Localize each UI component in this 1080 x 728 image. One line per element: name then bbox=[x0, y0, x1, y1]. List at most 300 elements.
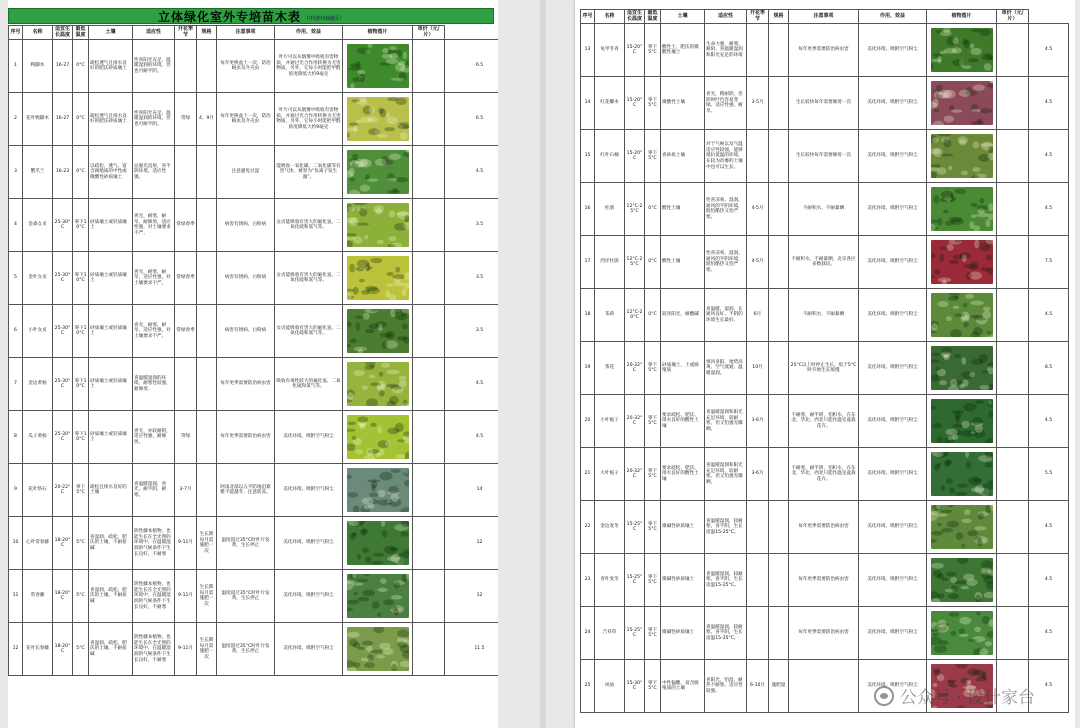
plant-photo bbox=[347, 150, 409, 194]
plant-table-right bbox=[580, 9, 1069, 713]
precautions: 不耐积水，不耐暴晒 bbox=[789, 183, 859, 236]
specification bbox=[769, 554, 789, 607]
column-header: 植物图片 bbox=[927, 10, 997, 24]
flowering-season: 常绿春季 bbox=[175, 305, 197, 358]
suitable-temperature: 25-30°C bbox=[53, 252, 73, 305]
left-document-page bbox=[8, 0, 498, 728]
plant-photo bbox=[347, 362, 409, 406]
adaptability: 喜温暖湿润，喜光，耐半阴，耐寒。 bbox=[133, 464, 175, 517]
plant-image-cell bbox=[343, 517, 413, 570]
plant-image-cell bbox=[343, 252, 413, 305]
unit-price: 4.5 bbox=[1029, 130, 1069, 183]
row-number: 5 bbox=[9, 252, 23, 305]
adaptability: 喜光，耐寒，耐旱，耐修剪，适应性强，对土壤要求不严。 bbox=[133, 199, 175, 252]
precautions: 每年更季需要防治病虫害 bbox=[789, 554, 859, 607]
vertical-scrollbar[interactable] bbox=[540, 0, 546, 728]
specification bbox=[197, 411, 217, 464]
unit-price: 6.5 bbox=[445, 40, 499, 93]
spacer-cell bbox=[413, 93, 445, 146]
soil-type: 微碱性砂质壤土 bbox=[661, 501, 705, 554]
unit-price: 3.5 bbox=[445, 305, 499, 358]
right-document-page bbox=[575, 0, 1075, 728]
minimum-temperature: 5°C bbox=[73, 517, 89, 570]
precautions: 病害有锈病、白粉病 bbox=[217, 252, 275, 305]
precautions: 每年更换盆土一次，防治蚜虫及介壳虫 bbox=[217, 93, 275, 146]
flowering-season: 3-7月 bbox=[175, 464, 197, 517]
row-number: 14 bbox=[581, 77, 595, 130]
table-row bbox=[9, 517, 499, 570]
column-header: 注意事项 bbox=[789, 10, 859, 24]
plant-name: 常春藤 bbox=[23, 570, 53, 623]
precautions: 病害有锈病、白粉病 bbox=[217, 305, 275, 358]
plant-photo bbox=[347, 415, 409, 459]
specification: 生长期每月需施肥一次 bbox=[197, 623, 217, 676]
soil-type: 微酸性土壤 bbox=[661, 77, 705, 130]
precautions: 生长较快每年需要修剪一次 bbox=[789, 77, 859, 130]
soil-type: 微碱性砂质壤土 bbox=[661, 607, 705, 660]
suitable-temperature: 15-20°C bbox=[625, 24, 645, 77]
column-header: 规格 bbox=[197, 26, 217, 40]
plant-name: 金叶女贞 bbox=[23, 252, 53, 305]
row-number: 24 bbox=[581, 607, 595, 660]
plant-table-left bbox=[8, 25, 498, 676]
row-number: 17 bbox=[581, 236, 595, 289]
soil-type: 砂质壤土或轻质壤土 bbox=[89, 199, 133, 252]
flowering-season bbox=[747, 607, 769, 660]
plant-image-cell bbox=[343, 93, 413, 146]
plant-name: 金边麦冬 bbox=[595, 501, 625, 554]
flowering-season: 常绿春季 bbox=[175, 252, 197, 305]
precautions: 每年更换盆土一次，防治蚜虫及介壳虫 bbox=[217, 40, 275, 93]
precautions: 每年更季需要防治病虫害 bbox=[789, 607, 859, 660]
adaptability: 阴性藤本植物，也能生长在全光照的环境中，在温暖湿润的气候条件下生长良好，不耐寒 bbox=[133, 517, 175, 570]
flowering-season bbox=[175, 146, 197, 199]
plant-photo bbox=[931, 293, 993, 337]
precautions bbox=[789, 660, 859, 713]
precautions: 不耐寒，耐半阴，怕积水，在东北、华北、西北只能作温室盆栽花卉。 bbox=[789, 395, 859, 448]
plant-name: 茶花 bbox=[595, 342, 625, 395]
function-benefit: 吸收有毒性较大的氟化氢、二氧化硫和氯气等。 bbox=[275, 358, 343, 411]
adaptability: 喜温暖湿润，较耐寒，喜半阴，生长适温15-25°C。 bbox=[705, 607, 747, 660]
spacer-cell bbox=[413, 517, 445, 570]
minimum-temperature: 零下5°C bbox=[645, 77, 661, 130]
table-row bbox=[9, 570, 499, 623]
specification: 4、9月 bbox=[197, 93, 217, 146]
flowering-season bbox=[747, 501, 769, 554]
soil-type: 疏松且排水良好的土壤 bbox=[89, 464, 133, 517]
flowering-season: 9-11月 bbox=[175, 570, 197, 623]
row-number: 20 bbox=[581, 395, 595, 448]
plant-name: 花叶长春藤 bbox=[23, 623, 53, 676]
specification bbox=[769, 607, 789, 660]
soil-type: 砂质壤土或轻质壤土 bbox=[89, 252, 133, 305]
soil-type: 中性偏酸、富含腐殖质的土壤 bbox=[661, 660, 705, 713]
table-row bbox=[9, 358, 499, 411]
function-benefit: 美化环境、吸附空气粉尘 bbox=[275, 464, 343, 517]
minimum-temperature: 零下5°C bbox=[645, 607, 661, 660]
adaptability: 喜温暖湿润和阳光充足环境，较耐寒，但又怕强光曝晒。 bbox=[705, 395, 747, 448]
spacer-cell bbox=[997, 289, 1029, 342]
column-header: 名称 bbox=[595, 10, 625, 24]
precautions: 注意避免过湿 bbox=[217, 146, 275, 199]
plant-name: 杜鹃 bbox=[595, 183, 625, 236]
spacer-cell bbox=[997, 554, 1029, 607]
function-benefit: 美化环境、吸附空气粉尘 bbox=[859, 24, 927, 77]
plant-image-cell bbox=[927, 501, 997, 554]
plant-name: 瓜子黄杨 bbox=[23, 411, 53, 464]
table-row bbox=[9, 623, 499, 676]
suitable-temperature: 25-30°C bbox=[53, 358, 73, 411]
adaptability: 性喜凉爽、湿润、通风的半阴环境，既怕酷热又怕严寒。 bbox=[705, 183, 747, 236]
function-benefit: 美化环境、吸附空气粉尘 bbox=[275, 570, 343, 623]
plant-image-cell bbox=[927, 554, 997, 607]
suitable-temperature: 18-20°C bbox=[53, 623, 73, 676]
suitable-temperature: 12°C-25°C bbox=[625, 236, 645, 289]
plant-photo bbox=[931, 399, 993, 443]
function-benefit: 美化环境、吸附空气粉尘 bbox=[859, 554, 927, 607]
unit-price: 8.5 bbox=[1029, 342, 1069, 395]
flowering-season bbox=[747, 130, 769, 183]
function-benefit: 叶片可以从烟雾中吸收有害物质，并通过光合作用转换为无害物质，另外，它每小时能把甲醛浓度降低大约9毫克 bbox=[275, 40, 343, 93]
function-benefit: 能吸收一氧化碳、二氧化碳等有害气体，被誉为“负离子发生器”。 bbox=[275, 146, 343, 199]
soil-type: 微碱性砂质壤土 bbox=[661, 554, 705, 607]
plant-name: 吉祥草 bbox=[595, 607, 625, 660]
plant-photo bbox=[347, 574, 409, 618]
unit-price: 3.5 bbox=[445, 252, 499, 305]
adaptability: 喜光，耐寒，耐旱，适应性强，对土壤要求不严。 bbox=[133, 305, 175, 358]
table-row bbox=[581, 501, 1069, 554]
specification bbox=[197, 358, 217, 411]
watermark bbox=[874, 683, 1035, 708]
table-row bbox=[9, 93, 499, 146]
table-row bbox=[581, 77, 1069, 130]
plant-image-cell bbox=[343, 411, 413, 464]
plant-photo bbox=[347, 468, 409, 512]
plant-image-cell bbox=[927, 607, 997, 660]
column-header: 注意事项 bbox=[217, 26, 275, 40]
minimum-temperature: 零下5°C bbox=[645, 395, 661, 448]
minimum-temperature: 0°C bbox=[73, 146, 89, 199]
function-benefit: 美化环境、吸附空气粉尘 bbox=[859, 660, 927, 713]
table-row bbox=[581, 289, 1069, 342]
row-number: 2 bbox=[9, 93, 23, 146]
adaptability: 性喜凉爽、湿润、通风的半阴环境，既怕酷热又怕严寒。 bbox=[705, 236, 747, 289]
plant-name: 红花檵木 bbox=[595, 77, 625, 130]
spacer-cell bbox=[413, 411, 445, 464]
suitable-temperature: 15-25°C bbox=[625, 554, 645, 607]
plant-image-cell bbox=[927, 24, 997, 77]
column-header: 适宜生长温度 bbox=[625, 10, 645, 24]
minimum-temperature: 零下10°C bbox=[73, 305, 89, 358]
precautions: 不耐积水，不耐暴晒，北京各区多数栽培。 bbox=[789, 236, 859, 289]
plant-image-cell bbox=[927, 342, 997, 395]
specification: 生长期每月需施肥一次 bbox=[197, 517, 217, 570]
column-header: 适应性 bbox=[133, 26, 175, 40]
spacer-cell bbox=[997, 342, 1029, 395]
suitable-temperature: 15-25°C bbox=[625, 501, 645, 554]
row-number: 21 bbox=[581, 448, 595, 501]
table-row bbox=[581, 342, 1069, 395]
suitable-temperature: 16-27 bbox=[53, 40, 73, 93]
specification bbox=[769, 342, 789, 395]
table-row bbox=[581, 236, 1069, 289]
price-header: 单价（元/片） bbox=[997, 10, 1029, 24]
column-header: 作用、效益 bbox=[859, 10, 927, 24]
plant-name: 鸭脚木 bbox=[23, 40, 53, 93]
specification bbox=[769, 183, 789, 236]
specification bbox=[197, 252, 217, 305]
soil-type: 较喜阳光，耐酸碱 bbox=[661, 289, 705, 342]
precautions: 温度超过35°C时叶片发黄，生长停止 bbox=[217, 517, 275, 570]
plant-image-cell bbox=[927, 183, 997, 236]
flowering-season bbox=[175, 40, 197, 93]
precautions: 不耐积水，不耐暴晒 bbox=[789, 289, 859, 342]
page-gap bbox=[498, 0, 575, 728]
column-header: 土壤 bbox=[89, 26, 133, 40]
soil-type: 砂质壤土或轻质壤土 bbox=[89, 411, 133, 464]
precautions: 每年更季需要防治病虫害 bbox=[789, 501, 859, 554]
adaptability: 喜温暖、湿润，在通风良好、半阴的环境生长最好。 bbox=[705, 289, 747, 342]
document-subtitle: （中国中南地区） bbox=[304, 15, 345, 22]
soil-type: 喜湿润、疏松、肥沃的土壤，不耐盐碱 bbox=[89, 623, 133, 676]
specification bbox=[769, 24, 789, 77]
precautions: 阿南北部以五平防地沿寨雅不能越冬，注意防冻。 bbox=[217, 464, 275, 517]
minimum-temperature: 零下5°C bbox=[645, 501, 661, 554]
table-row bbox=[581, 130, 1069, 183]
plant-image-cell bbox=[927, 130, 997, 183]
table-row bbox=[9, 305, 499, 358]
flowering-season: 常绿春季 bbox=[175, 199, 197, 252]
flowering-season: 9-11月 bbox=[175, 517, 197, 570]
minimum-temperature: 零下5°C bbox=[645, 130, 661, 183]
plant-photo bbox=[931, 28, 993, 72]
plant-name: 小叶栀子 bbox=[595, 395, 625, 448]
specification: 施肥量 bbox=[769, 660, 789, 713]
table-header-row bbox=[9, 26, 499, 40]
precautions: 不耐寒，耐半阴，怕积水，在东北、华北、西北只能作温室盆栽花卉。 bbox=[789, 448, 859, 501]
unit-price: 7.5 bbox=[1029, 236, 1069, 289]
specification bbox=[769, 501, 789, 554]
soil-type: 喜湿润、疏松、肥沃的土壤，不耐盐碱 bbox=[89, 517, 133, 570]
unit-price: 4.5 bbox=[1029, 395, 1069, 448]
soil-type: 疏松透气且排水良好的肥沃砂质壤土 bbox=[89, 40, 133, 93]
plant-image-cell bbox=[927, 289, 997, 342]
row-number: 23 bbox=[581, 554, 595, 607]
adaptability: 喜温暖湿润的环境，耐寒性较强，耐修剪。 bbox=[133, 358, 175, 411]
precautions: 生长较快每年需要修剪一次 bbox=[789, 130, 859, 183]
function-benefit: 美化环境、吸附空气粉尘 bbox=[859, 77, 927, 130]
unit-price: 4.5 bbox=[1029, 289, 1069, 342]
minimum-temperature: 零下5°C bbox=[645, 660, 661, 713]
unit-price: 11.5 bbox=[445, 623, 499, 676]
unit-price: 4.5 bbox=[1029, 24, 1069, 77]
plant-photo bbox=[931, 505, 993, 549]
spacer-cell bbox=[997, 130, 1029, 183]
spacer-cell bbox=[413, 252, 445, 305]
specification bbox=[769, 77, 789, 130]
plant-name: 小叶女贞 bbox=[23, 305, 53, 358]
plant-image-cell bbox=[927, 395, 997, 448]
unit-price: 4.5 bbox=[1029, 660, 1069, 713]
soil-type: 砂质壤土或轻质壤土 bbox=[89, 305, 133, 358]
unit-price: 4.5 bbox=[1029, 77, 1069, 130]
plant-image-cell bbox=[343, 199, 413, 252]
soil-type: 喜砂质土壤 bbox=[661, 130, 705, 183]
plant-photo bbox=[931, 452, 993, 496]
specification bbox=[769, 289, 789, 342]
spacer-cell bbox=[997, 236, 1029, 289]
unit-price: 4.5 bbox=[1029, 554, 1069, 607]
plant-image-cell bbox=[927, 448, 997, 501]
plant-image-cell bbox=[343, 623, 413, 676]
row-number: 25 bbox=[581, 660, 595, 713]
specification bbox=[769, 130, 789, 183]
column-header: 作用、效益 bbox=[275, 26, 343, 40]
suitable-temperature: 12°C-25°C bbox=[625, 183, 645, 236]
minimum-temperature: 0°C bbox=[645, 289, 661, 342]
minimum-temperature: 0°C bbox=[73, 40, 89, 93]
minimum-temperature: 5°C bbox=[73, 623, 89, 676]
unit-price: 5.5 bbox=[1029, 448, 1069, 501]
minimum-temperature: 5°C bbox=[73, 570, 89, 623]
spacer-cell bbox=[997, 448, 1029, 501]
plant-image-cell bbox=[927, 77, 997, 130]
row-number: 7 bbox=[9, 358, 23, 411]
flowering-season: 10月 bbox=[747, 342, 769, 395]
function-benefit: 女贞能吸收有害大的氟化氢、二氧化硫和氯气等。 bbox=[275, 252, 343, 305]
flowering-season: 4-5月 bbox=[747, 236, 769, 289]
plant-image-cell bbox=[343, 305, 413, 358]
plant-image-cell bbox=[343, 358, 413, 411]
soil-type: 酸性土壤 bbox=[661, 183, 705, 236]
adaptability: 性喜阳光充足，温暖湿润的环境，但也可耐半阴。 bbox=[133, 93, 175, 146]
table-row bbox=[9, 464, 499, 517]
adaptability: 忌强光直射，喜半阴环境，适应性强。 bbox=[133, 146, 175, 199]
suitable-temperature: 15-30°C bbox=[625, 660, 645, 713]
plant-name: 大叶栀子 bbox=[595, 448, 625, 501]
adaptability: 喜光，稍耐阴，但阴时叶色容易变绿。适应性强，耐旱。 bbox=[705, 77, 747, 130]
function-benefit: 美化环境、吸附空气粉尘 bbox=[859, 236, 927, 289]
flowering-season bbox=[747, 554, 769, 607]
watermark-text: 公众号 · 设计家台 bbox=[899, 688, 1035, 708]
row-number: 3 bbox=[9, 146, 23, 199]
plant-name: 西洋杜鹃 bbox=[595, 236, 625, 289]
row-number: 22 bbox=[581, 501, 595, 554]
spacer-cell bbox=[413, 358, 445, 411]
suitable-temperature: 20-22°C bbox=[53, 464, 73, 517]
table-title-bar bbox=[8, 8, 494, 24]
plant-image-cell bbox=[927, 236, 997, 289]
suitable-temperature: 18-20°C bbox=[53, 517, 73, 570]
flowering-season: 3-5月 bbox=[747, 77, 769, 130]
plant-image-cell bbox=[343, 146, 413, 199]
minimum-temperature: 零下10°C bbox=[73, 199, 89, 252]
soil-type: 以疏松、透气、富含腐殖质的中性或微酸性砂质壤土 bbox=[89, 146, 133, 199]
plant-photo bbox=[931, 611, 993, 655]
column-header: 序号 bbox=[581, 10, 595, 24]
suitable-temperature: 15-20°C bbox=[625, 77, 645, 130]
spacer-cell bbox=[997, 501, 1029, 554]
spacer-cell bbox=[413, 570, 445, 623]
suitable-temperature: 20-32°C bbox=[625, 448, 645, 501]
row-number: 13 bbox=[581, 24, 595, 77]
plant-image-cell bbox=[343, 464, 413, 517]
column-header: 适宜生长温度 bbox=[53, 26, 73, 40]
specification bbox=[769, 236, 789, 289]
minimum-temperature: 零下10°C bbox=[73, 411, 89, 464]
spacer-cell bbox=[997, 24, 1029, 77]
plant-photo bbox=[931, 134, 993, 178]
column-header: 序号 bbox=[9, 26, 23, 40]
precautions: 每年更季需要防治病虫害 bbox=[789, 24, 859, 77]
column-header: 植物图片 bbox=[343, 26, 413, 40]
plant-name: 茉莉 bbox=[595, 289, 625, 342]
plant-photo bbox=[931, 558, 993, 602]
plant-name: 心叶常春藤 bbox=[23, 517, 53, 570]
spacer-cell bbox=[413, 623, 445, 676]
suitable-temperature: 15-25°C bbox=[625, 607, 645, 660]
row-number: 16 bbox=[581, 183, 595, 236]
function-benefit: 美化环境、吸附空气粉尘 bbox=[859, 395, 927, 448]
minimum-temperature: 零下10°C bbox=[73, 358, 89, 411]
plant-photo bbox=[347, 256, 409, 300]
function-benefit: 美化环境、吸附空气粉尘 bbox=[859, 130, 927, 183]
row-number: 18 bbox=[581, 289, 595, 342]
plant-photo bbox=[347, 44, 409, 88]
flowering-season: 常绿 bbox=[175, 93, 197, 146]
spacer-cell bbox=[413, 199, 445, 252]
suitable-temperature: 25-30°C bbox=[53, 199, 73, 252]
plant-name: 蟹爪兰 bbox=[23, 146, 53, 199]
soil-type: 酸性土，肥沃的微酸性壤土 bbox=[661, 24, 705, 77]
adaptability: 阴性藤本植物，也能生长在全光照的环境中，在温暖湿润的气候条件下生长良好，不耐寒 bbox=[133, 623, 175, 676]
plant-photo bbox=[931, 346, 993, 390]
table-row bbox=[9, 252, 499, 305]
table-row bbox=[9, 146, 499, 199]
table-row bbox=[9, 199, 499, 252]
adaptability: 喜阳光，怕湿，耐热不耐寒，适应性较强。 bbox=[705, 660, 747, 713]
suitable-temperature: 20-32°C bbox=[625, 342, 645, 395]
suitable-temperature: 25-30°C bbox=[53, 305, 73, 358]
adaptability: 生命力强，耐寒、耐阴、喜温暖湿润和阳光充足的环境 bbox=[705, 24, 747, 77]
specification bbox=[197, 464, 217, 517]
specification bbox=[197, 146, 217, 199]
function-benefit: 美化环境、吸附空气粉尘 bbox=[859, 607, 927, 660]
function-benefit: 美化环境、吸附空气粉尘 bbox=[275, 411, 343, 464]
unit-price: 4.5 bbox=[445, 358, 499, 411]
row-number: 12 bbox=[9, 623, 23, 676]
row-number: 19 bbox=[581, 342, 595, 395]
table-row bbox=[581, 448, 1069, 501]
plant-image-cell bbox=[343, 40, 413, 93]
column-header: 名称 bbox=[23, 26, 53, 40]
function-benefit: 美化环境、吸附空气粉尘 bbox=[275, 517, 343, 570]
adaptability: 喜温暖湿润和阳光充足环境，较耐寒，但又怕强光曝晒。 bbox=[705, 448, 747, 501]
function-benefit: 女贞能吸收有害大的氟化氢、二氧化硫和氯气等。 bbox=[275, 305, 343, 358]
unit-price: 4.5 bbox=[1029, 183, 1069, 236]
plant-image-cell bbox=[343, 570, 413, 623]
suitable-temperature: 18-20°C bbox=[53, 570, 73, 623]
price-header: 单价（元/片） bbox=[413, 26, 445, 40]
spacer-cell bbox=[997, 395, 1029, 448]
soil-type: 砂质壤土，土或腐殖质 bbox=[661, 342, 705, 395]
flowering-season: 常绿 bbox=[175, 411, 197, 464]
function-benefit: 美化环境、吸附空气粉尘 bbox=[859, 342, 927, 395]
adaptability: 阴性藤本植物，也能生长在全光照的环境中，在温暖湿润的气候条件下生长良好，不耐寒 bbox=[133, 570, 175, 623]
unit-price: 3.5 bbox=[445, 199, 499, 252]
flowering-season bbox=[747, 24, 769, 77]
minimum-temperature: 0°C bbox=[645, 236, 661, 289]
